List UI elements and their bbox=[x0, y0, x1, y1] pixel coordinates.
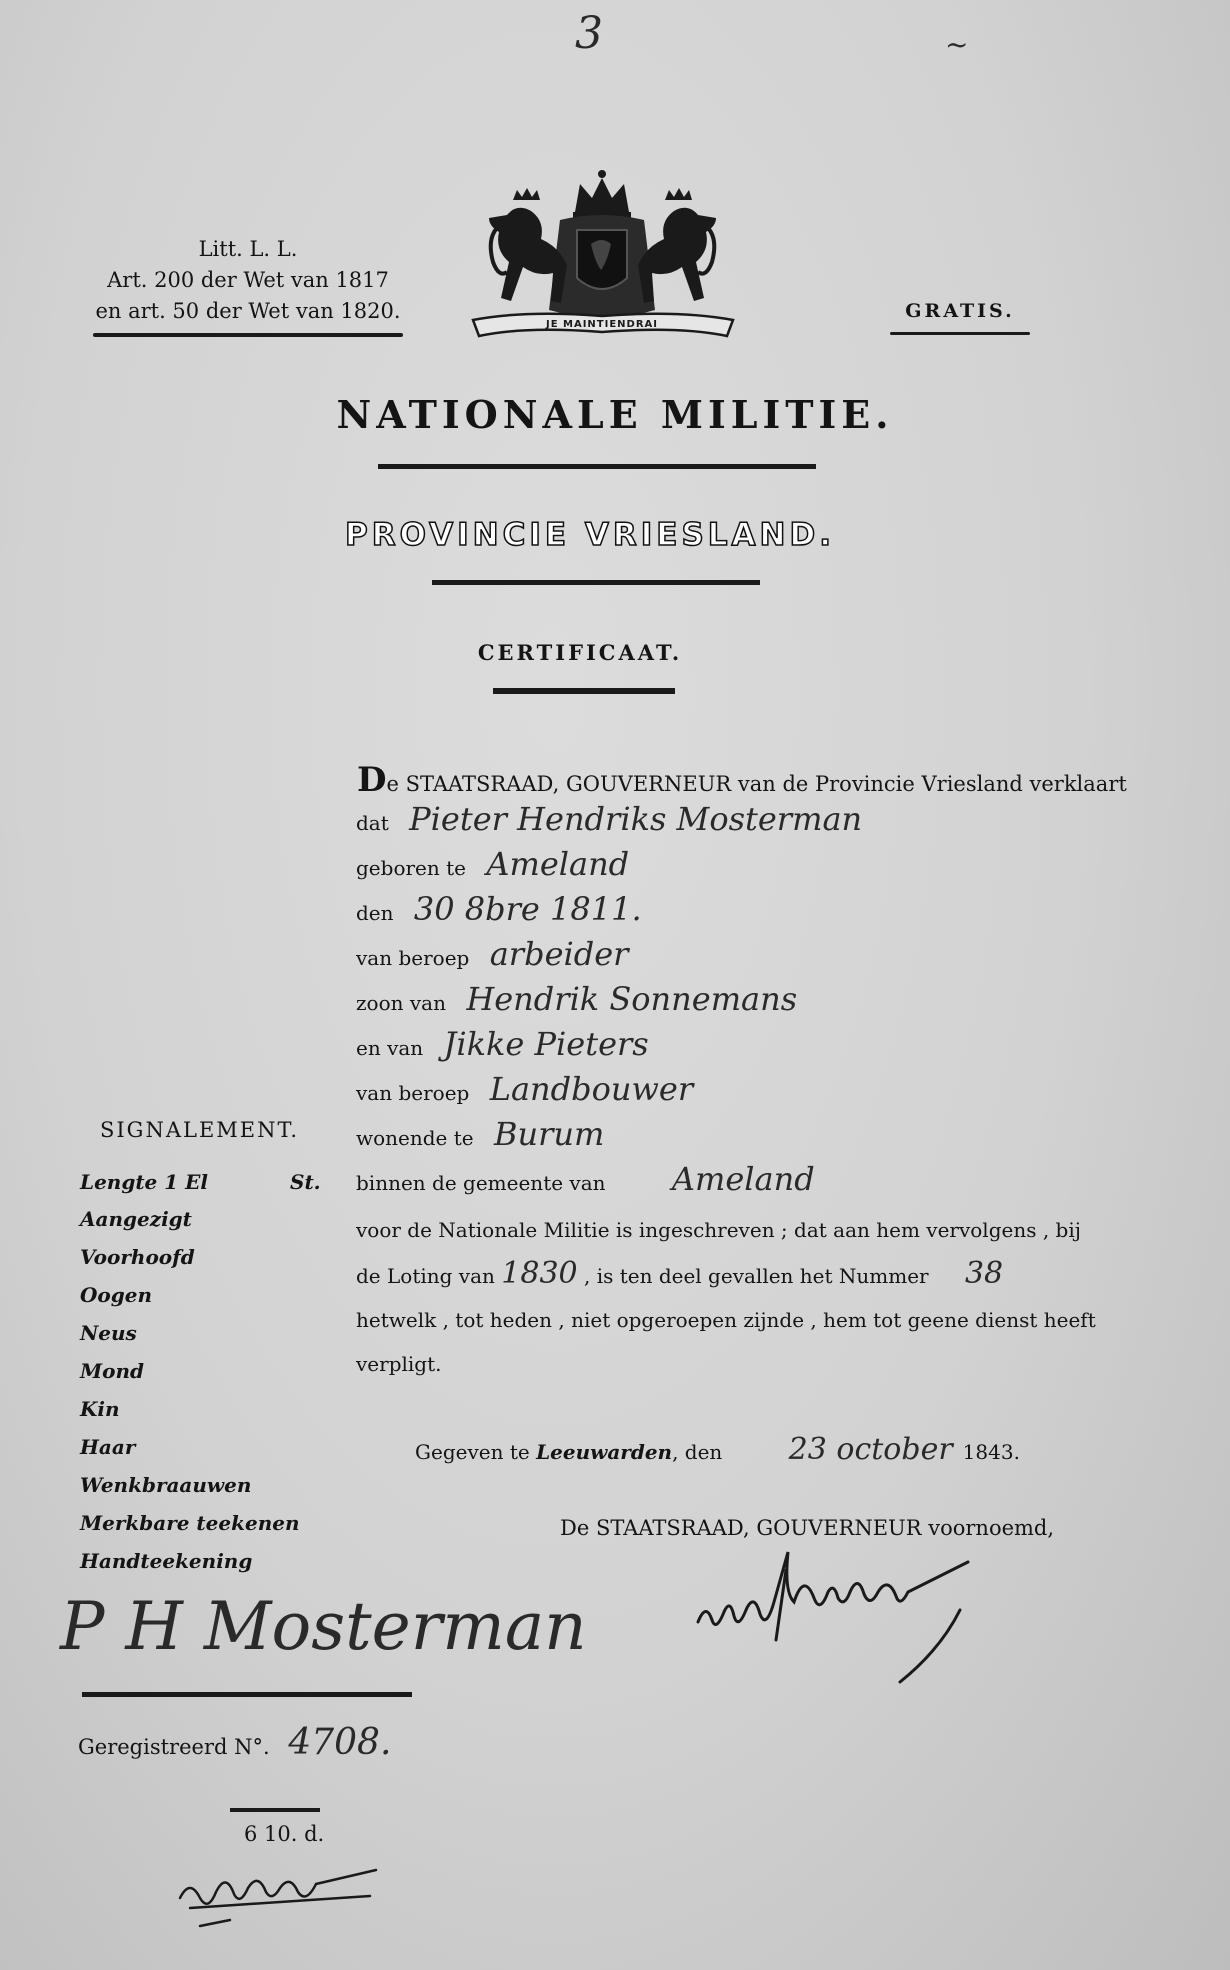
signalement-item: Aangezigt bbox=[80, 1207, 192, 1231]
loting-prefix: de Loting van bbox=[356, 1264, 495, 1288]
intro-initial: D bbox=[357, 760, 387, 800]
body-line4: verpligt. bbox=[356, 1352, 442, 1376]
field-beroep bbox=[356, 935, 628, 973]
lot-number: 38 bbox=[964, 1256, 1004, 1291]
signalement-item: Voorhoofd bbox=[80, 1245, 195, 1269]
field-geboren-label: geboren te bbox=[356, 856, 466, 880]
given-line bbox=[415, 1432, 1020, 1467]
legal-reference bbox=[88, 234, 408, 337]
field-en-van bbox=[356, 1025, 649, 1063]
governor-signature bbox=[690, 1550, 1030, 1690]
given-date: 23 october bbox=[788, 1432, 953, 1467]
title-rule bbox=[378, 464, 816, 469]
signalement-item: Oogen bbox=[80, 1283, 153, 1307]
gratis-label: GRATIS. bbox=[905, 300, 1015, 322]
field-beroep2 bbox=[356, 1070, 693, 1108]
field-dat-label: dat bbox=[356, 811, 389, 835]
coat-of-arms-emblem bbox=[465, 160, 740, 345]
signalement-item: Mond bbox=[80, 1359, 145, 1383]
loting-suffix: , is ten deel gevallen het Nummer bbox=[583, 1264, 929, 1288]
loting-year: 1830 bbox=[501, 1256, 578, 1291]
certificate-heading: CERTIFICAAT. bbox=[477, 640, 683, 665]
given-den: , den bbox=[672, 1440, 723, 1464]
signalement-item: Haar bbox=[80, 1435, 136, 1459]
gratis-underline bbox=[890, 332, 1030, 335]
intro-text: e STAATSRAAD, GOUVERNEUR van de Provincie Vriesland verklaart bbox=[386, 772, 1127, 796]
field-en-van-value: Jikke Pieters bbox=[443, 1025, 649, 1063]
body-line3: hetwelk , tot heden , niet opgeroepen zijnde , hem tot geene dienst heeft bbox=[356, 1308, 1096, 1332]
signalement-item: Handteekening bbox=[80, 1549, 253, 1573]
given-prefix: Gegeven te bbox=[415, 1440, 530, 1464]
registration-rule bbox=[82, 1692, 412, 1697]
given-year: 1843. bbox=[962, 1440, 1020, 1464]
signalement-lengte: Lengte 1 El bbox=[80, 1170, 208, 1194]
signalement-title: SIGNALEMENT. bbox=[100, 1118, 300, 1142]
signalement-item: Kin bbox=[80, 1397, 120, 1421]
price-label: 6 10. d. bbox=[244, 1822, 325, 1846]
field-beroep-label: van beroep bbox=[356, 946, 470, 970]
body-line2 bbox=[356, 1252, 1126, 1298]
document-title: NATIONALE MILITIE. bbox=[336, 392, 894, 437]
signalement-st: St. bbox=[290, 1170, 321, 1194]
field-gemeente bbox=[356, 1160, 815, 1198]
governor-line: De STAATSRAAD, GOUVERNEUR voornoemd, bbox=[560, 1516, 1055, 1540]
legal-ref-line1: Litt. L. L. bbox=[198, 237, 298, 261]
signalement-item: Merkbare teekenen bbox=[80, 1511, 300, 1535]
field-zoon-label: zoon van bbox=[356, 991, 446, 1015]
field-dat bbox=[356, 800, 862, 838]
certificate-body bbox=[356, 1208, 1126, 1386]
body-line1: voor de Nationale Militie is ingeschreven ; dat aan hem vervolgens , bij bbox=[356, 1218, 1081, 1242]
signalement-item: Wenkbraauwen bbox=[80, 1473, 252, 1497]
holder-signature: P H Mosterman bbox=[60, 1588, 587, 1665]
emblem-motto: JE MAINTIENDRAI bbox=[545, 319, 659, 330]
gratis-mark bbox=[880, 300, 1040, 335]
given-place: Leeuwarden bbox=[536, 1440, 673, 1464]
field-dat-value: Pieter Hendriks Mosterman bbox=[409, 800, 863, 838]
legal-ref-underline bbox=[93, 333, 403, 337]
field-gemeente-label: binnen de gemeente van bbox=[356, 1171, 606, 1195]
field-zoon-value: Hendrik Sonnemans bbox=[466, 980, 798, 1018]
legal-ref-line2: Art. 200 der Wet van 1817 bbox=[107, 268, 389, 292]
registration-label: Geregistreerd N°. bbox=[78, 1735, 270, 1759]
field-beroep2-value: Landbouwer bbox=[489, 1070, 694, 1108]
field-geboren-value: Ameland bbox=[486, 845, 630, 883]
signalement-item: Neus bbox=[80, 1321, 137, 1345]
legal-ref-line3: en art. 50 der Wet van 1820. bbox=[95, 299, 401, 323]
field-gemeente-value: Ameland bbox=[671, 1160, 815, 1198]
corner-mark: ~ bbox=[945, 28, 969, 61]
field-den bbox=[356, 890, 642, 928]
field-den-label: den bbox=[356, 901, 394, 925]
field-zoon bbox=[356, 980, 797, 1018]
province-rule bbox=[432, 580, 760, 585]
intro-line bbox=[357, 760, 1127, 800]
price-rule bbox=[230, 1808, 320, 1812]
field-den-value: 30 8bre 1811. bbox=[413, 890, 642, 928]
province-heading: PROVINCIE VRIESLAND. bbox=[345, 517, 835, 553]
page-number-mark: 3 bbox=[575, 8, 603, 59]
field-en-van-label: en van bbox=[356, 1036, 424, 1060]
field-beroep2-label: van beroep bbox=[356, 1081, 470, 1105]
field-wonende bbox=[356, 1115, 604, 1153]
field-wonende-label: wonende te bbox=[356, 1126, 474, 1150]
field-beroep-value: arbeider bbox=[489, 935, 629, 973]
certificate-rule bbox=[493, 688, 675, 694]
registration-line bbox=[78, 1722, 391, 1763]
field-geboren bbox=[356, 845, 629, 883]
registration-number: 4708. bbox=[288, 1722, 392, 1763]
handwritten-scrawl bbox=[170, 1858, 400, 1928]
field-wonende-value: Burum bbox=[494, 1115, 605, 1153]
